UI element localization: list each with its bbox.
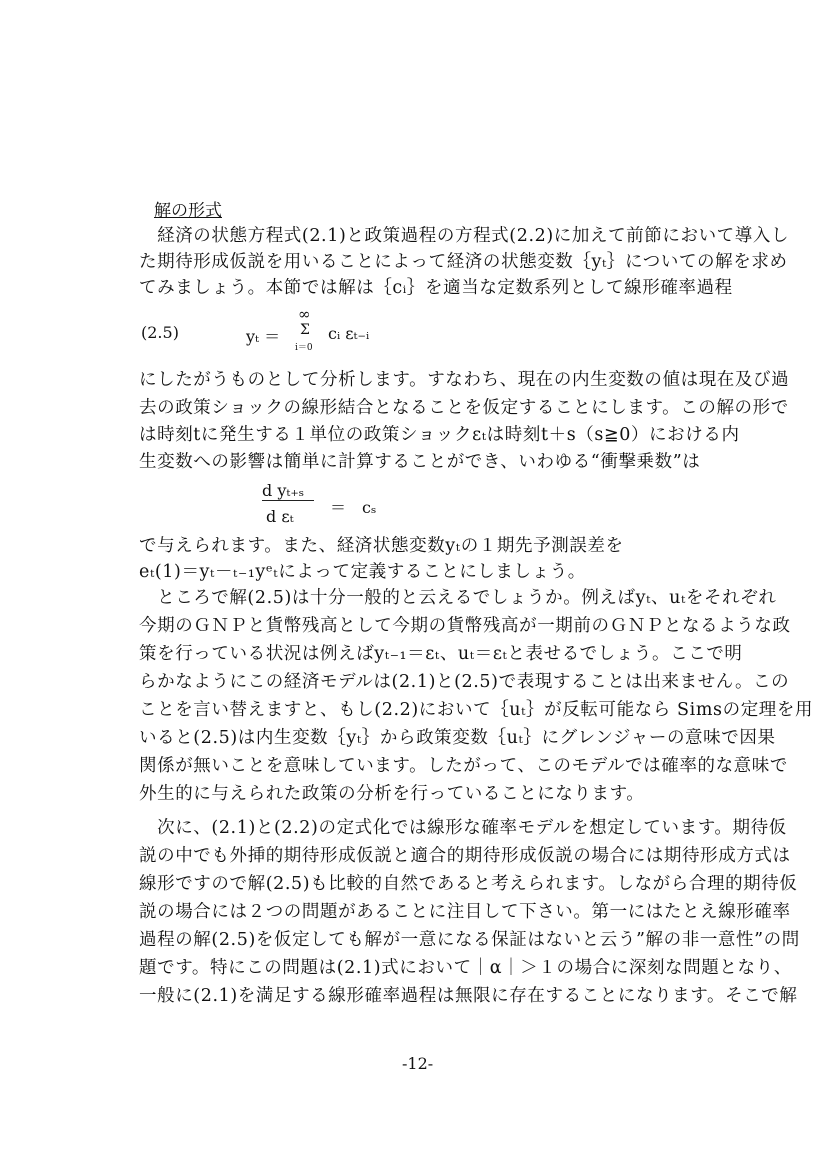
page-number: -12-: [402, 1054, 434, 1073]
text-line: で与えられます。また、経済状態変数yₜの１期先予測誤差を: [139, 536, 624, 556]
fraction-numerator: d yₜ₊ₛ: [262, 481, 305, 500]
text-line: にしたがうものとして分析します。すなわち、現在の内生変数の値は現在及び過: [139, 370, 790, 390]
text-line: ことを言い替えますと、もし(2.2)において｛uₜ｝が反転可能なら Simsの定理を用: [139, 700, 814, 720]
section-heading: 解の形式: [154, 201, 222, 221]
summation-symbol: Σ: [300, 322, 310, 338]
text-line: 経済の状態方程式(2.1)と政策過程の方程式(2.2)に加えて前節において導入し: [139, 226, 790, 246]
multiplier-rhs: ＝ cₛ: [330, 498, 377, 517]
equation-lhs: yₜ ＝: [246, 327, 281, 346]
text-line: ところで解(2.5)は十分一般的と云えるでしょうか。例えばyₜ、uₜをそれぞれ: [139, 588, 777, 608]
text-line: 今期のＧＮＰと貨幣残高として今期の貨幣残高が一期前のＧＮＰとなるような政: [139, 616, 791, 636]
text-line: 策を行っている状況は例えばyₜ₋₁＝εₜ、uₜ＝εₜと表せるでしょう。ここで明: [139, 644, 743, 664]
equation-rhs: cᵢ εₜ₋ᵢ: [328, 324, 370, 343]
text-line: は時刻tに発生する１単位の政策ショックεₜは時刻t＋s（s≧0）における内: [139, 425, 740, 445]
text-line: らかなようにこの経済モデルは(2.1)と(2.5)で表現することは出来ません。この: [139, 672, 790, 692]
text-line: 線形ですので解(2.5)も比較的自然であると考えられます。しながら合理的期待仮: [139, 874, 798, 894]
text-line: 説の中でも外挿的期待形成仮説と適合的期待形成仮説の場合には期待形成方式は: [139, 846, 791, 866]
sum-upper-limit: ∞: [298, 305, 311, 323]
text-line: 外生的に与えられた政策の分析を行っていることになります。: [139, 784, 645, 804]
text-line: 説の場合には２つの問題があることに注目して下さい。第一にはたとえ線形確率: [139, 902, 791, 922]
text-line: eₜ(1)＝yₜ－ₜ₋₁yᵉₜによって定義することにしましょう。: [139, 562, 586, 582]
sum-lower-limit: i＝0: [295, 343, 313, 353]
text-line: てみましょう。本節では解は｛cᵢ｝を適当な定数系列として線形確率過程: [139, 278, 733, 298]
text-line: いると(2.5)は内生変数｛yₜ｝から政策変数｛uₜ｝にグレンジャーの意味で因果: [139, 728, 776, 748]
text-line: 次に、(2.1)と(2.2)の定式化では線形な確率モデルを想定しています。期待仮: [139, 818, 787, 838]
text-line: 題です。特にこの問題は(2.1)式において｜α｜＞１の場合に深刻な問題となり、: [139, 958, 792, 978]
text-line: 生変数への影響は簡単に計算することができ、いわゆる“衝撃乗数”は: [139, 452, 701, 472]
fraction-bar: [262, 500, 314, 501]
text-line: た期待形成仮説を用いることによって経済の状態変数｛yₜ｝についての解を求め: [139, 252, 788, 272]
fraction-denominator: d εₜ: [266, 507, 294, 526]
equation-number: (2.5): [141, 323, 179, 342]
text-line: 一般に(2.1)を満足する線形確率過程は無限に存在することになります。そこで解: [139, 986, 798, 1006]
text-line: 関係が無いことを意味しています。したがって、このモデルでは確率的な意味で: [139, 756, 788, 776]
text-line: 去の政策ショックの線形結合となることを仮定することにします。この解の形で: [139, 398, 789, 418]
text-line: 過程の解(2.5)を仮定しても解が一意になる保証はないと云う”解の非一意性”の問: [139, 930, 800, 950]
